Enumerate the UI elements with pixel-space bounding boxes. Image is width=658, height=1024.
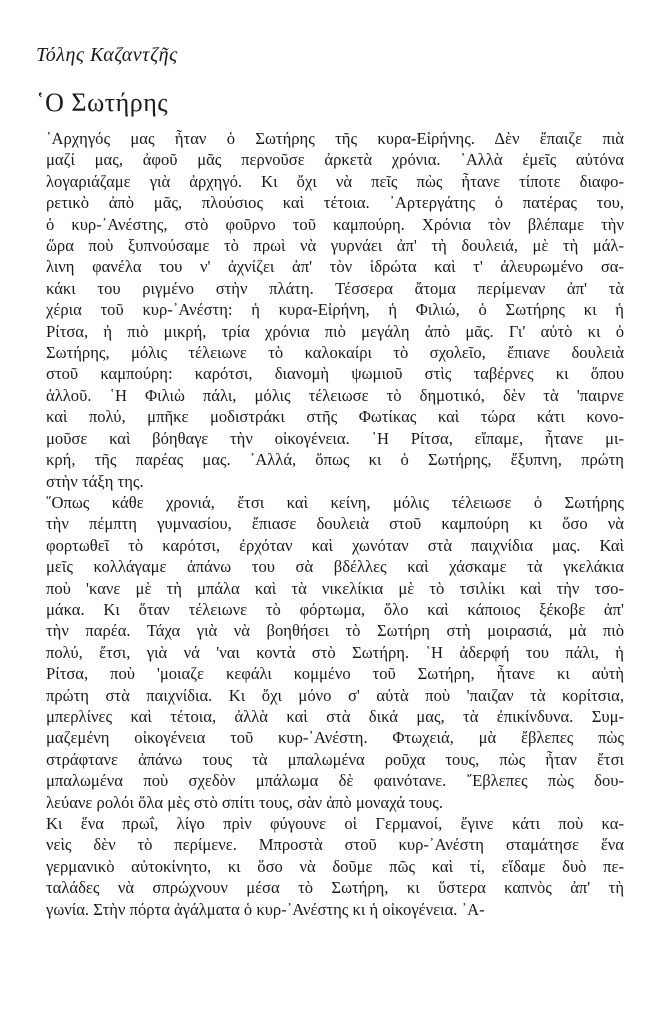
text-line: πολύ, ἔτσι, γιὰ νά 'ναι κοντὰ στὸ Σωτήρη. ῾Η ἀδερφή του πάλι, ἡ xyxy=(46,642,624,662)
text-line: γερμανικὸ αὐτοκίνητο, κι ὅσο νὰ δοῦμε πῶς καὶ τί, εἴδαμε δυὸ πε- xyxy=(46,856,624,876)
text-line: μαζεμένη οἰκογένεια τοῦ κυρ-᾿Ανέστη. Φτωχειά, μὰ ἔβλεπες πὼς xyxy=(46,728,624,748)
text-line: ποὺ 'κανε μὲ τὴ μπάλα καὶ τὰ νικελίκια μὲ τὸ τσιλίκι καὶ τὴν τσο- xyxy=(46,578,624,598)
story-body xyxy=(36,128,624,920)
text-line: Σωτήρης, μόλις τέλειωνε τὸ καλοκαίρι τὸ σχολεῖο, ἔπιανε δουλειὰ xyxy=(46,343,624,363)
text-line: στοῦ καμπούρη: καρότσι, διανομὴ ψωμιοῦ στὶς ταβέρνες κι ὅπου xyxy=(46,364,624,384)
text-line: ὥρα ποὺ ξυπνούσαμε τὸ πρωὶ νὰ γυρνάει ἀπ' τὴ δουλειά, μὲ τὴ μάλ- xyxy=(46,236,624,256)
text-line: κάκι του ριγμένο στὴν πλάτη. Τέσσερα ἄτομα περίμεναν ἀπ' τὰ xyxy=(46,278,624,298)
text-line: μπαλωμένα ποὺ σχεδὸν μπάλωμα δὲ φαινότανε. ῎Εβλεπες πὼς δου- xyxy=(46,771,624,791)
text-line: μεῖς κολλάγαμε ἀπάνω του σὰ βδέλλες καὶ χάσκαμε τὰ γκελάκια xyxy=(46,557,624,577)
text-line: λογαριάζαμε γιὰ ἀρχηγό. Κι ὄχι νὰ πεῖς πὼς ἦτανε τίποτε διαφο- xyxy=(46,171,624,191)
text-line: στὴν τάξη της. xyxy=(46,471,144,491)
text-line: λινη φανέλα του ν' ἀχνίζει ἀπ' τὸν ἱδρώτα καὶ τ' ἀλευρωμένο σα- xyxy=(46,257,624,277)
paragraph xyxy=(36,813,624,920)
text-line: Ρίτσα, ποὺ 'μοιαζε κεφάλι κομμένο τοῦ Σωτήρη, ἦτανε κι αὐτὴ xyxy=(46,664,624,684)
text-line: Κι ἕνα πρωΐ, λίγο πρὶν φύγουνε οἱ Γερμανοί, ἔγινε κάτι ποὺ κα- xyxy=(46,814,624,833)
text-line: ὁ κυρ-᾿Ανέστης, στὸ φοῦρνο τοῦ καμπούρη. Χρόνια τὸν βλέπαμε τὴν xyxy=(46,214,624,234)
text-line: καὶ πολύ, μπῆκε μοδιστράκι στῆς Φωτίκας καὶ τώρα κάτι κονο- xyxy=(46,407,624,427)
text-line: νεὶς δὲν τὸ περίμενε. Μπροστὰ στοῦ κυρ-᾿Ανέστη σταμάτησε ἕνα xyxy=(46,835,624,855)
text-line: ἀλλοῦ. ῾Η Φιλιὼ πάλι, μόλις τέλειωσε τὸ δημοτικό, δὲν τὰ 'παιρνε xyxy=(46,385,624,405)
text-line: χέρια τοῦ κυρ-᾿Ανέστη: ἡ κυρα-Εἰρήνη, ἡ Φιλιώ, ὁ Σωτήρης κι ἡ xyxy=(46,300,624,320)
paragraph xyxy=(36,128,624,492)
text-line: κρή, τῆς παρέας μας. ᾿Αλλά, ὅπως κι ὁ Σωτήρης, ἔξυπνη, πρώτη xyxy=(46,450,624,470)
text-line: στράφτανε ἀπάνω τους τὰ μπαλωμένα ροῦχα τους, πὼς ἦταν ἔτσι xyxy=(46,749,624,769)
text-line: μάκα. Κι ὅταν τέλειωνε τὸ φόρτωμα, ὅλο καὶ κάποιος ξέκοβε ἀπ' xyxy=(46,599,624,619)
text-line: τὴν πέμπτη γυμνασίου, ἔπιασε δουλειὰ στοῦ καμπούρη κι ὅσο νὰ xyxy=(46,514,624,534)
text-line: μοῦσε καὶ βόηθαγε τὴν οἰκογένεια. ῾Η Ρίτσα, εἴπαμε, ἦτανε μι- xyxy=(46,428,624,448)
text-line: ταλάδες νὰ σπρώχνουν μέσα τὸ Σωτήρη, κι ὕστερα καπνὸς ἀπ' τὴ xyxy=(46,878,624,898)
story-title: ῾Ο Σωτήρης xyxy=(36,88,169,117)
text-line: τὴν παρέα. Τάχα γιὰ νὰ βοηθήσει τὸ Σωτήρη στὴ μοιρασιά, μὰ πιὸ xyxy=(46,621,624,641)
text-line: μπερλίνες καὶ τέτοια, ἀλλὰ καὶ στὰ δικά μας, τὰ ἐπικίνδυνα. Συμ- xyxy=(46,706,624,726)
text-line: μαζί μας, ἀφοῦ μᾶς περνοῦσε ἀρκετὰ χρόνια. ᾿Αλλὰ ἐμεῖς αὐτόνα xyxy=(46,150,624,170)
text-line: γωνία. Στὴν πόρτα ἀγάλματα ὁ κυρ-᾿Ανέστης κι ἡ οἰκογένεια. ᾿Α- xyxy=(46,899,485,919)
text-line: λεύανε ρολόι ὅλα μὲς στὸ σπίτι τους, σὰν ἀπὸ μοναχά τους. xyxy=(46,792,443,812)
text-line: Ρίτσα, ἡ πιὸ μικρή, τρία χρόνια πιὸ μεγάλη ἀπὸ μᾶς. Γι' αὐτὸ κι ὁ xyxy=(46,321,624,341)
text-line: ᾿Αρχηγός μας ἦταν ὁ Σωτήρης τῆς κυρα-Εἰρήνης. Δὲν ἔπαιζε πιὰ xyxy=(46,129,624,148)
text-line: φορτωθεῖ τὸ καρότσι, ἐρχόταν καὶ χωνόταν στὰ παιχνίδια μας. Καὶ xyxy=(46,535,624,555)
author-name: Τόλης Καζαντζῆς xyxy=(36,44,178,66)
paragraph xyxy=(36,492,624,813)
text-line: ῞Οπως κάθε χρονιά, ἔτσι καὶ κείνη, μόλις τέλειωσε ὁ Σωτήρης xyxy=(46,492,624,512)
text-line: ρετικὸ ἀπὸ μᾶς, πλούσιος καὶ τέτοια. ᾿Αρτεργάτης ὁ πατέρας του, xyxy=(46,193,624,213)
text-line: πρώτη στὰ παιχνίδια. Κι ὄχι μόνο σ' αὐτὰ ποὺ 'παιζαν τὰ κορίτσια, xyxy=(46,685,624,705)
